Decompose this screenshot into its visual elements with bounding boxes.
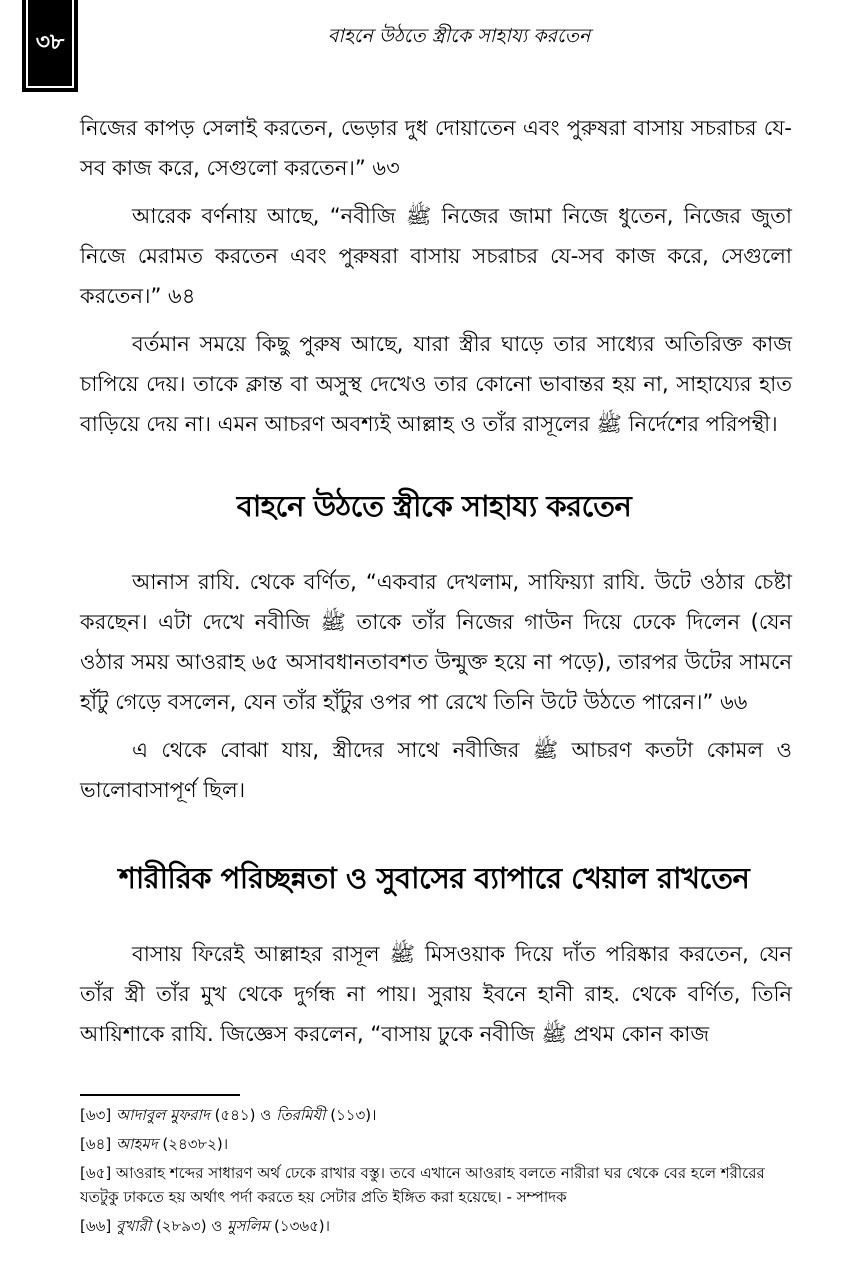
footnote-ref: (১৩৬৫)। [273, 1217, 331, 1235]
footnote-ref: (১১৩)। [330, 1106, 377, 1124]
footnote-source: আদাবুল মুফরাদ [116, 1106, 210, 1124]
body-block-2 [80, 562, 792, 818]
footnote-number: [৬৬] [80, 1217, 112, 1235]
paragraph: বর্তমান সময়ে কিছু পুরুষ আছে, যারা স্ত্রীর ঘাড়ে তার সাধ্যের অতিরিক্ত কাজ চাপিয়ে দেয়। তাকে ক্লান্ত বা অসুস্থ দেখেও তার কোনো ভাবান্তর হয় না, সাহায্যের হাত বাড়িয়ে দেয় না। এমন আচরণ অবশ্যই আল্লাহ ও তাঁর রাসূলের ﷺ নির্দেশের পরিপন্থী। [80, 332, 792, 436]
body-block-3 [80, 934, 792, 1062]
footnote-text: আওরাহ শব্দের সাধারণ অর্থ ঢেকে রাখার বস্তু। তবে এখানে আওরাহ বলতে নারীরা ঘর থেকে বের হলে শরীরের যতটুকু ঢাকতে হয় অর্থাৎ পর্দা করতে হয় সেটার প্রতি ইঙ্গিত করা হয়েছে। - সম্পাদক [80, 1164, 765, 1206]
paragraph: এ থেকে বোঝা যায়, স্ত্রীদের সাথে নবীজির ﷺ আচরণ কতটা কোমল ও ভালোবাসাপূর্ণ ছিল। [80, 738, 792, 802]
footnote-number: [৬৪] [80, 1135, 112, 1153]
running-head: বাহনে উঠতে স্ত্রীকে সাহায্য করতেন [327, 25, 591, 47]
footnote-source: বুখারী [116, 1217, 152, 1235]
footnote-ref: (২৮৯৩) ও [155, 1217, 223, 1235]
paragraph: নিজের কাপড় সেলাই করতেন, ভেড়ার দুধ দোয়াতেন এবং পুরুষরা বাসায় সচরাচর যে-সব কাজ করে, সেগুলো করতেন।” ৬৩ [80, 116, 792, 180]
footnote [80, 1132, 792, 1156]
footnote-number: [৬৫] [80, 1164, 112, 1182]
page-number-box [22, 0, 78, 92]
paragraph: আরেক বর্ণনায় আছে, “নবীজি ﷺ নিজের জামা নিজে ধুতেন, নিজের জুতা নিজে মেরামত করতেন এবং পুরুষরা বাসায় সচরাচর যে-সব কাজ করে, সেগুলো করতেন।” ৬৪ [80, 204, 793, 308]
section-heading: শারীরিক পরিচ্ছন্নতা ও সুবাসের ব্যাপারে খেয়াল রাখতেন [118, 861, 750, 895]
paragraph: বাসায় ফিরেই আল্লাহর রাসূল ﷺ মিসওয়াক দিয়ে দাঁত পরিষ্কার করতেন, যেন তাঁর স্ত্রী তাঁর মুখ থেকে দুর্গন্ধ না পায়। সুরায় ইবনে হানী রাহ. থেকে বর্ণিত, তিনি আয়িশাকে রাযি. জিজ্ঞেস করলেন, “বাসায় ঢুকে নবীজি ﷺ প্রথম কোন কাজ [80, 942, 792, 1046]
footnote-rule [80, 1094, 240, 1096]
footnote [80, 1214, 792, 1238]
footnote-source: আহমদ [115, 1135, 158, 1153]
footnote-source: তিরমিযী [276, 1106, 326, 1124]
footnotes [80, 1103, 792, 1243]
footnote-number: [৬৩] [80, 1106, 112, 1124]
paragraph: আনাস রাযি. থেকে বর্ণিত, “একবার দেখলাম, সাফিয়্যা রাযি. উটে ওঠার চেষ্টা করছেন। এটা দেখে নবীজি ﷺ তাকে তাঁর নিজের গাউন দিয়ে ঢেকে দিলেন (যেন ওঠার সময় আওরাহ ৬৫ অসাবধানতাবশত উন্মুক্ত হয়ে না পড়ে), তারপর উটের সামনে হাঁটু গেড়ে বসলেন, যেন তাঁর হাঁটুর ওপর পা রেখে তিনি উটে উঠতে পারেন।” ৬৬ [80, 570, 793, 714]
footnote [80, 1161, 792, 1209]
footnote-ref: (২৪৩৮২)। [162, 1135, 229, 1153]
footnote-source: মুসলিম [227, 1217, 270, 1235]
footnote [80, 1103, 792, 1127]
section-heading: বাহনে উঠতে স্ত্রীকে সাহায্য করতেন [236, 489, 632, 523]
footnote-ref: (৫৪১) ও [214, 1106, 272, 1124]
body-block-1 [80, 108, 792, 452]
page-number: ৩৮ [26, 0, 74, 88]
